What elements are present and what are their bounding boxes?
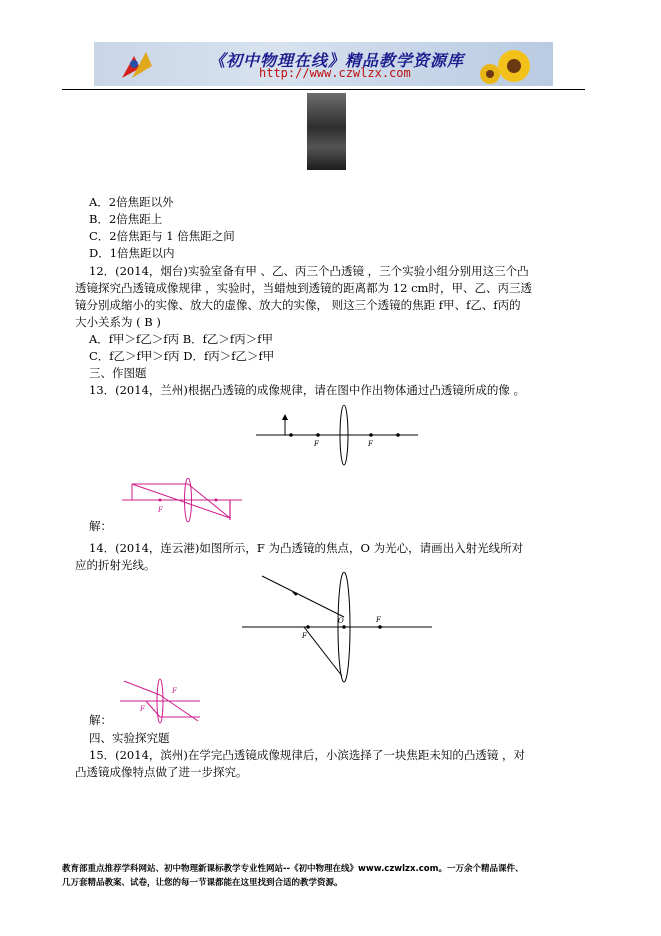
q12-line-2: 透镜探究凸透镜成像规律 ，实验时，当蜡烛到透镜的距离都为 12 cm时，甲、乙、丙三透 — [75, 281, 532, 295]
q13-label-f-right: F — [368, 440, 373, 448]
q11-option-b: B．2倍焦距上 — [89, 212, 163, 226]
q13-answer-label: 解： — [89, 519, 112, 533]
q12-options-row-2: C．f乙＞f甲＞f丙 D．f丙＞f乙＞f甲 — [89, 349, 275, 363]
footer-line-2: 几万套精品教案、试卷，让您的每一节课都能在这里找到合适的教学资源。 — [62, 878, 343, 888]
q14-answer-label-f-left: F — [140, 705, 145, 713]
q14-label-o: O — [338, 617, 344, 625]
footer-line-1: 教育部重点推荐学科网站、初中物理新课标教学专业性网站--《初中物理在线》www.czwlzx.com。一万余个精品课件、 — [62, 864, 524, 874]
q14-answer-figure — [118, 677, 203, 725]
q13-figure — [252, 405, 422, 470]
q11-option-c: C．2倍焦距与 1 倍焦距之间 — [89, 229, 235, 243]
header-rule — [62, 89, 585, 90]
section-3-heading: 三、作图题 — [89, 366, 147, 380]
q14-answer-label-f-right: F — [172, 687, 177, 695]
sunflower-icon — [480, 50, 530, 84]
section-4-heading: 四、实验探究题 — [89, 731, 170, 745]
q14-figure — [240, 572, 435, 684]
q12-line-1: 12．(2014，烟台)实验室备有甲 、乙、丙三个凸透镜 ，三个实验小组分别用这三个凸 — [89, 264, 529, 278]
q14-line-2: 应的折射光线。 — [75, 558, 156, 572]
q11-option-d: D．1倍焦距以内 — [89, 246, 175, 260]
header-banner — [94, 42, 553, 86]
q13-answer-label-f: F — [158, 506, 163, 514]
q13-answer-figure — [120, 478, 245, 526]
q13-text: 13．(2014，兰州)根据凸透镜的成像规律，请在图中作出物体通过凸透镜所成的像 。 — [89, 383, 526, 397]
q14-line-1: 14．(2014，连云港)如图所示，F 为凸透镜的焦点，O 为光心，请画出入射光线所对 — [89, 541, 524, 555]
q15-line-1: 15．(2014，滨州)在学完凸透镜成像规律后，小滨选择了一块焦距未知的凸透镜 ，对 — [89, 748, 526, 762]
banner-url: http://www.czwlzx.com — [259, 66, 411, 80]
photo-camera-person — [307, 93, 346, 170]
banner-title: 《初中物理在线》精品教学资源库 — [209, 51, 465, 70]
q14-label-f-right: F — [376, 616, 381, 624]
q12-line-4: 大小关系为 ( B ) — [75, 315, 161, 329]
q14-answer-label: 解： — [89, 713, 112, 727]
q15-line-2: 凸透镜成像特点做了进一步探究。 — [75, 765, 248, 779]
q13-label-f-left: F — [314, 440, 319, 448]
q12-options-row-1: A．f甲＞f乙＞f丙 B．f乙＞f丙＞f甲 — [89, 332, 273, 346]
q11-option-a: A．2倍焦距以外 — [89, 195, 174, 209]
q12-line-3: 镜分别成缩小的实像、放大的虚像、放大的实像， 则这三个透镜的焦距 f甲、f乙、f丙的 — [75, 298, 521, 312]
q14-label-f-left: F — [302, 632, 307, 640]
